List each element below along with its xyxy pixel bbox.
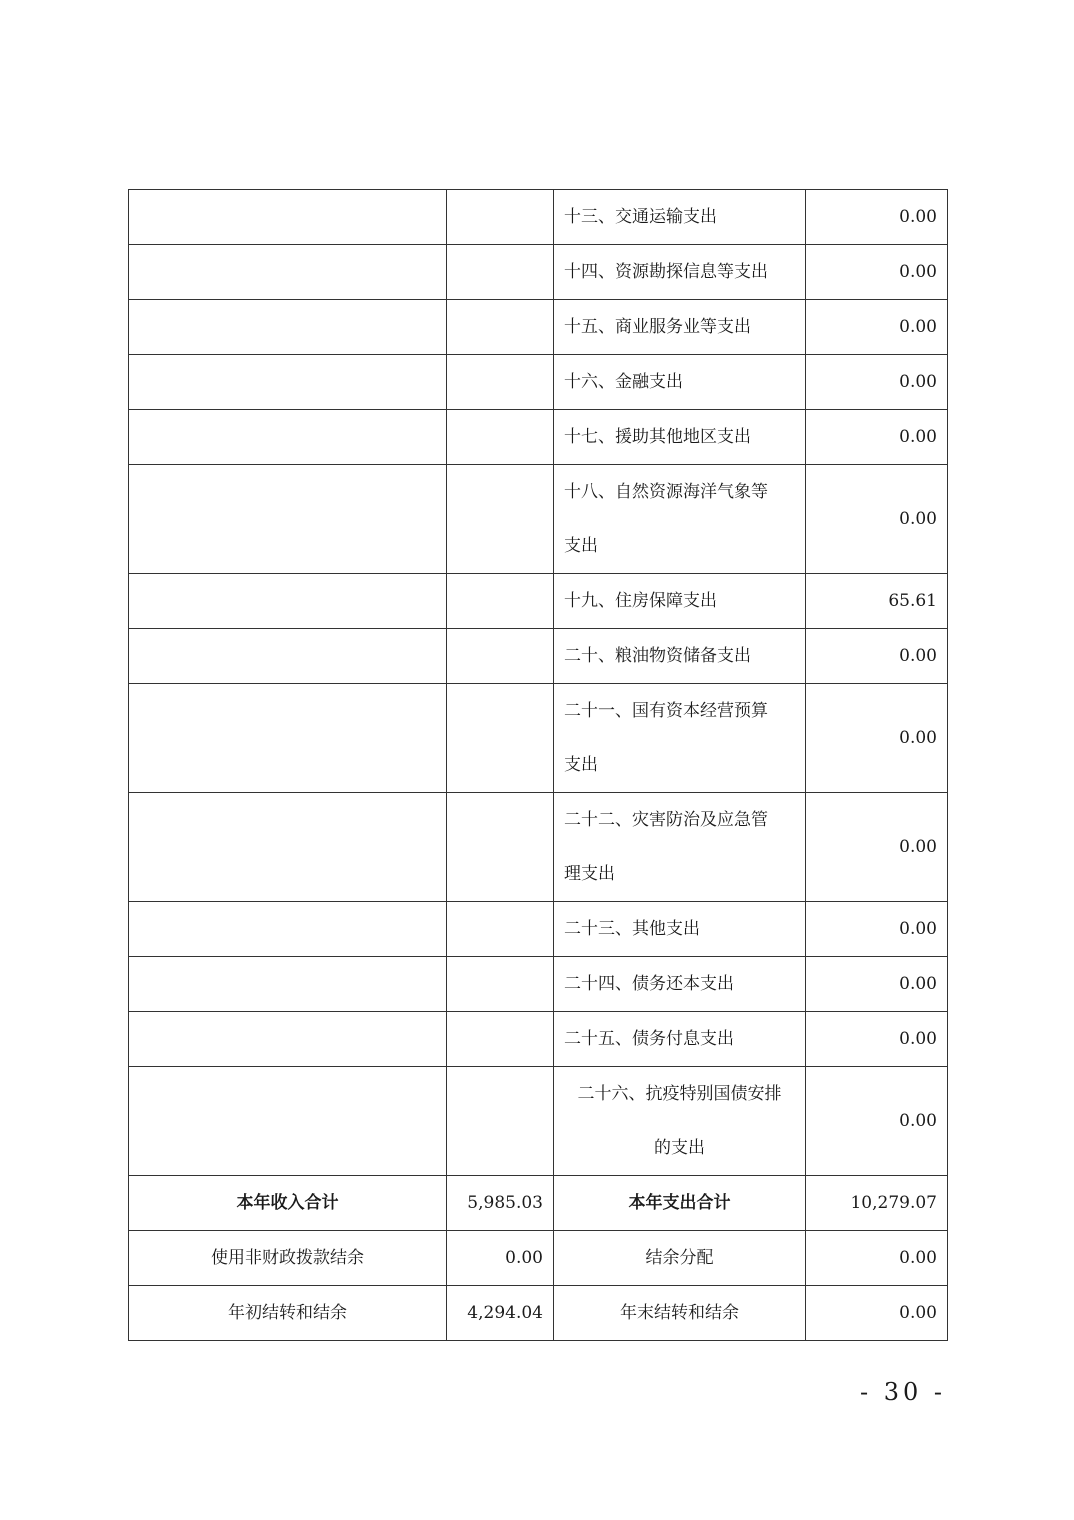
- income-total-value: 5,985.03: [447, 1176, 554, 1231]
- expense-item-label: [554, 1067, 806, 1176]
- balance-distribution-label: 结余分配: [554, 1231, 806, 1286]
- expense-item-label: 十六、金融支出: [554, 355, 806, 410]
- expense-item-value: 0.00: [806, 190, 948, 245]
- expense-item-value: 0.00: [806, 300, 948, 355]
- table-row: [129, 410, 948, 465]
- expense-item-value: 0.00: [806, 465, 948, 574]
- label-line-2: 支出: [564, 536, 598, 556]
- expense-item-label: 二十五、债务付息支出: [554, 1012, 806, 1067]
- begin-carryover-value: 4,294.04: [447, 1286, 554, 1341]
- expense-total-value: 10,279.07: [806, 1176, 948, 1231]
- expense-item-value: 65.61: [806, 574, 948, 629]
- expense-item-value: 0.00: [806, 245, 948, 300]
- expense-item-label: 二十四、债务还本支出: [554, 957, 806, 1012]
- table-row: [129, 1067, 948, 1176]
- expense-item-value: 0.00: [806, 902, 948, 957]
- table-row: [129, 629, 948, 684]
- label-line-2: 支出: [564, 755, 598, 775]
- table-row: [129, 465, 948, 574]
- expense-item-label: 二十、粮油物资储备支出: [554, 629, 806, 684]
- expense-item-label: 十三、交通运输支出: [554, 190, 806, 245]
- page-number: - 30 -: [860, 1378, 947, 1406]
- expense-item-value: 0.00: [806, 1067, 948, 1176]
- expense-item-label: 十四、资源勘探信息等支出: [554, 245, 806, 300]
- end-carryover-value: 0.00: [806, 1286, 948, 1341]
- expense-item-value: 0.00: [806, 957, 948, 1012]
- label-line-1: 二十二、灾害防治及应急管: [564, 810, 768, 830]
- label-line-2: 理支出: [564, 864, 615, 884]
- income-total-label: 本年收入合计: [129, 1176, 447, 1231]
- expense-item-label: 十五、商业服务业等支出: [554, 300, 806, 355]
- carryover-row: [129, 1286, 948, 1341]
- table-row: [129, 355, 948, 410]
- label-line-1: 十八、自然资源海洋气象等: [564, 482, 768, 502]
- label-line-1: 二十六、抗疫特别国债安排: [577, 1084, 782, 1104]
- expense-total-label: 本年支出合计: [554, 1176, 806, 1231]
- expense-item-value: 0.00: [806, 684, 948, 793]
- expense-item-label: [554, 684, 806, 793]
- totals-row: [129, 1176, 948, 1231]
- expense-item-value: 0.00: [806, 1012, 948, 1067]
- expense-item-label: 二十三、其他支出: [554, 902, 806, 957]
- end-carryover-label: 年末结转和结余: [554, 1286, 806, 1341]
- expense-item-label: 十七、援助其他地区支出: [554, 410, 806, 465]
- balance-row: [129, 1231, 948, 1286]
- expense-item-value: 0.00: [806, 629, 948, 684]
- begin-carryover-label: 年初结转和结余: [129, 1286, 447, 1341]
- table-row: [129, 957, 948, 1012]
- table-row: [129, 300, 948, 355]
- table-row: [129, 245, 948, 300]
- expense-item-label: [554, 465, 806, 574]
- expense-item-label: 十九、住房保障支出: [554, 574, 806, 629]
- table-row: [129, 793, 948, 902]
- expense-item-value: 0.00: [806, 410, 948, 465]
- expense-item-value: 0.00: [806, 355, 948, 410]
- expense-item-label: [554, 793, 806, 902]
- expense-item-value: 0.00: [806, 793, 948, 902]
- label-line-2: 的支出: [654, 1138, 705, 1158]
- nonfiscal-balance-value: 0.00: [447, 1231, 554, 1286]
- table-row: [129, 684, 948, 793]
- balance-distribution-value: 0.00: [806, 1231, 948, 1286]
- nonfiscal-balance-label: 使用非财政拨款结余: [129, 1231, 447, 1286]
- table-row: [129, 902, 948, 957]
- label-line-1: 二十一、国有资本经营预算: [564, 701, 768, 721]
- table-row: [129, 1012, 948, 1067]
- table-row: [129, 190, 948, 245]
- budget-table: [128, 189, 948, 1341]
- table-row: [129, 574, 948, 629]
